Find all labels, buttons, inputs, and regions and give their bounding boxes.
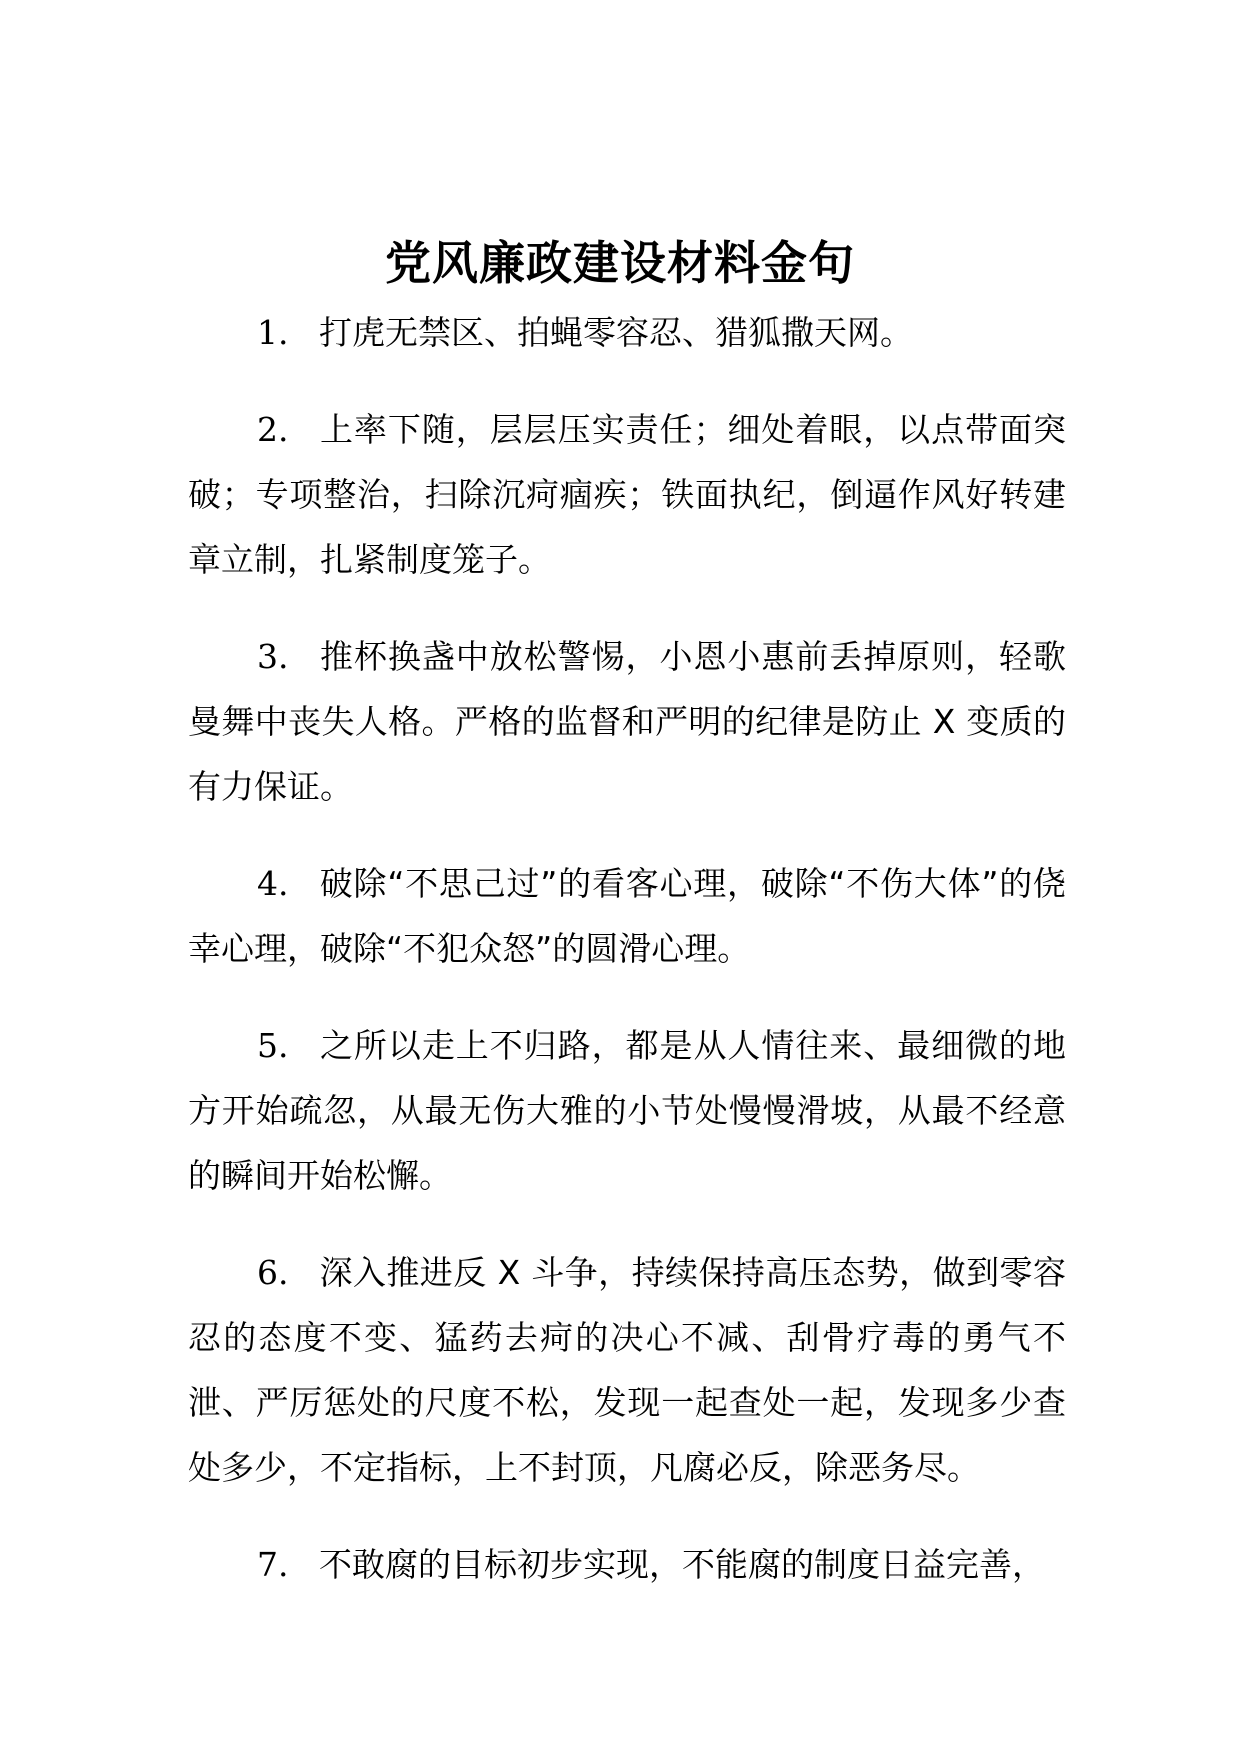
- item-number: 4.: [257, 864, 289, 903]
- item-number: 1.: [257, 313, 289, 352]
- item-text: 破除“不思己过”的看客心理，破除“不伤大体”的侥幸心理，破除“不犯众怒”的圆滑心理。: [188, 864, 1066, 968]
- item-number: 5.: [257, 1026, 289, 1065]
- list-item: [188, 397, 1066, 592]
- item-text: 深入推进反 X 斗争，持续保持高压态势，做到零容忍的态度不变、猛药去疴的决心不减、刮骨疗毒的勇气不泄、严厉惩处的尺度不松，发现一起查处一起，发现多少查处多少，不定指标，上不封顶，凡腐必反，除恶务尽。: [188, 1253, 1066, 1487]
- document-title: 党风廉政建设材料金句: [385, 236, 855, 290]
- list-item: [188, 1240, 1066, 1500]
- item-number: 3.: [257, 637, 289, 676]
- list-item: [188, 851, 1066, 981]
- item-text: 推杯换盏中放松警惕，小恩小惠前丢掉原则，轻歌曼舞中丧失人格。严格的监督和严明的纪律是防止 X 变质的有力保证。: [188, 637, 1066, 806]
- list-item: [188, 1532, 1066, 1597]
- document-body: [188, 300, 1066, 1629]
- item-text: 之所以走上不归路，都是从人情往来、最细微的地方开始疏忽，从最无伤大雅的小节处慢慢滑坡，从最不经意的瞬间开始松懈。: [188, 1026, 1066, 1195]
- item-text: 上率下随，层层压实责任；细处着眼，以点带面突破；专项整治，扫除沉疴痼疾；铁面执纪，倒逼作风好转建章立制，扎紧制度笼子。: [188, 410, 1066, 579]
- item-number: 6.: [257, 1253, 289, 1292]
- list-item: [188, 624, 1066, 819]
- item-number: 7.: [257, 1545, 289, 1584]
- item-number: 2.: [257, 410, 289, 449]
- list-item: [188, 300, 1066, 365]
- item-text: 打虎无禁区、拍蝇零容忍、猎狐撒天网。: [319, 313, 913, 352]
- item-text: 不敢腐的目标初步实现，不能腐的制度日益完善，: [319, 1545, 1045, 1584]
- list-item: [188, 1013, 1066, 1208]
